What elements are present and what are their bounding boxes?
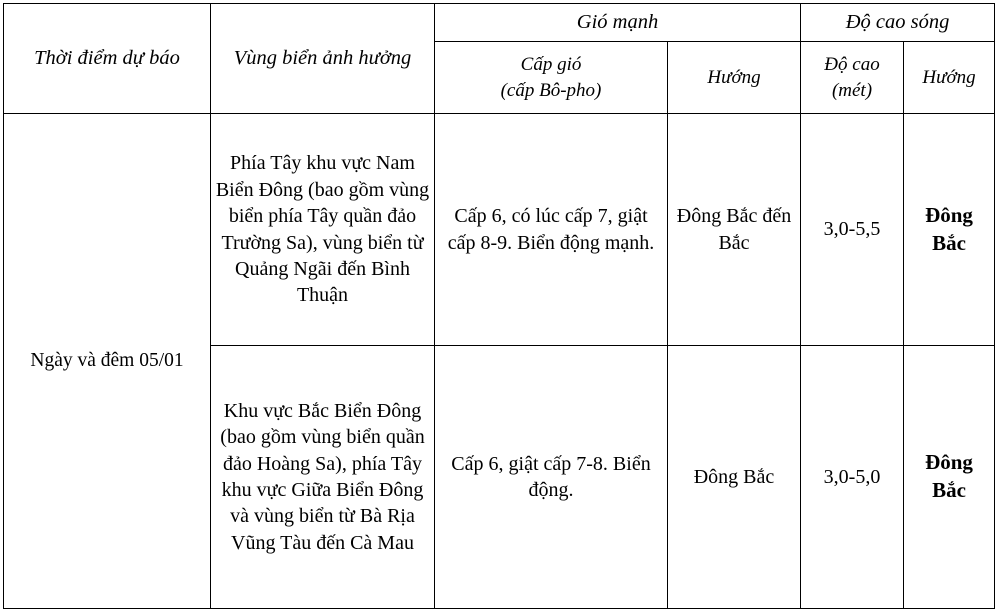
cell-wave-height: 3,0-5,5 <box>801 114 904 346</box>
header-wave-height-group: Độ cao sóng <box>801 4 995 42</box>
header-strong-wind-group: Gió mạnh <box>435 4 801 42</box>
table-header-row-top <box>4 4 995 42</box>
header-wind-level <box>435 42 668 114</box>
cell-wave-direction: Đông Bắc <box>904 114 995 346</box>
header-wind-level-line1: Cấp gió <box>520 54 582 76</box>
header-wind-level-line2: (cấp Bô-pho) <box>500 79 602 101</box>
cell-region: Phía Tây khu vực Nam Biển Đông (bao gồm vùng biển phía Tây quần đảo Trường Sa), vùng biển từ Quảng Ngãi đến Bình Thuận <box>211 114 435 346</box>
header-wind-direction: Hướng <box>668 42 801 114</box>
cell-wind-level: Cấp 6, có lúc cấp 7, giật cấp 8-9. Biển động mạnh. <box>435 114 668 346</box>
header-wave-direction: Hướng <box>904 42 995 114</box>
header-forecast-time: Thời điểm dự báo <box>4 4 211 114</box>
cell-wave-direction: Đông Bắc <box>904 346 995 609</box>
cell-wind-direction: Đông Bắc đến Bắc <box>668 114 801 346</box>
document-page <box>0 3 996 593</box>
cell-wind-level: Cấp 6, giật cấp 7-8. Biển động. <box>435 346 668 609</box>
marine-forecast-table <box>3 3 995 609</box>
cell-wave-height: 3,0-5,0 <box>801 346 904 609</box>
header-wave-height-line1: Độ cao <box>824 54 880 76</box>
table-row <box>4 114 995 346</box>
header-affected-sea-area: Vùng biển ảnh hưởng <box>211 4 435 114</box>
cell-forecast-time: Ngày và đêm 05/01 <box>4 114 211 609</box>
header-wave-height-line2: (mét) <box>831 79 873 101</box>
cell-wind-direction: Đông Bắc <box>668 346 801 609</box>
cell-region: Khu vực Bắc Biển Đông (bao gồm vùng biển quần đảo Hoàng Sa), phía Tây khu vực Giữa Biển Đông và vùng biển từ Bà Rịa Vũng Tàu đến Cà Mau <box>211 346 435 609</box>
header-wave-height <box>801 42 904 114</box>
